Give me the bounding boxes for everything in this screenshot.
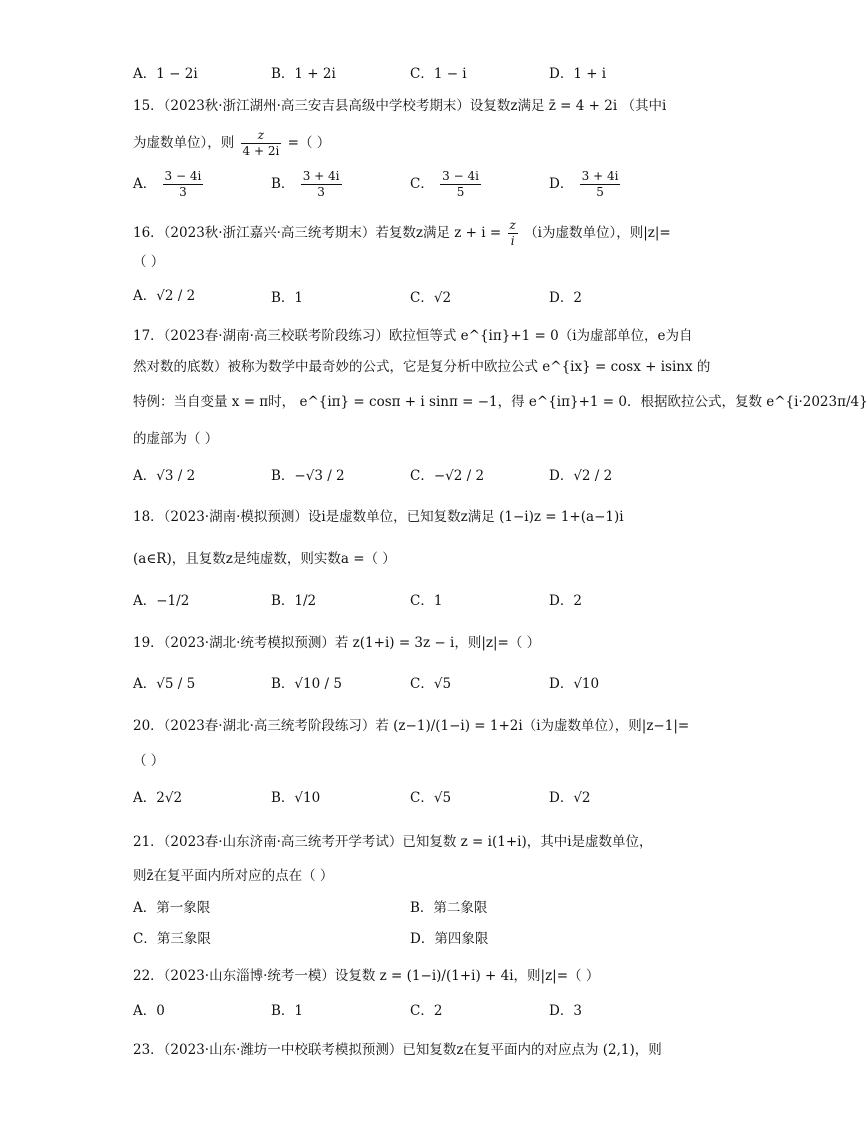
q15-frac-den: 4 + 2i <box>242 144 280 159</box>
q14-option-a: A．1 − 2i <box>133 66 198 82</box>
q22-option-d: D．3 <box>549 1003 582 1019</box>
q20-option-b-text: √10 <box>294 790 321 806</box>
q20-line-1: 20．（2023春·湖北·高三统考阶段练习）若 (z−1)/(1−i) = 1+2i（i为虚数单位），则|z−1|= <box>133 718 690 734</box>
q21-option-a: A．第一象限 <box>133 900 211 916</box>
q15-option-b-den: 3 <box>317 185 325 200</box>
q19-option-c-text: √5 <box>433 676 452 692</box>
q20-option-b-label: B． <box>271 790 295 806</box>
q20-line-2: （ ） <box>133 753 165 769</box>
q19-option-b-text: √10 / 5 <box>294 676 342 692</box>
q20-option-c-label: C． <box>410 790 434 806</box>
q19-option-a-text: √5 / 5 <box>156 676 196 692</box>
q16-option-b <box>271 292 303 306</box>
q18-line-1: 18．（2023·湖南·模拟预测）设i是虚数单位，已知复数z满足 (1−i)z = 1+(a−1)i <box>133 509 624 525</box>
q18-option-d <box>549 595 582 609</box>
q17-line-1: 17．（2023春·湖南·高三校联考阶段练习）欧拉恒等式 e^{iπ}+1 = 0（i为虚部单位，e为自 <box>133 328 693 344</box>
q19-option-d-label: D． <box>549 676 574 692</box>
q15-option-d-num: 3 + 4i <box>580 170 621 185</box>
q17-line-3: 特例：当自变量 x = π时， e^{iπ} = cosπ + i sinπ = −1，得 e^{iπ}+1 = 0．根据欧拉公式，复数 e^{i·2023π/4} <box>133 394 868 410</box>
q18-line-2: (a∈R)，且复数z是纯虚数，则实数a =（ ） <box>133 551 396 567</box>
q16-option-a-text: √2 / 2 <box>156 288 196 304</box>
q20-option-d-text: √2 <box>573 790 591 806</box>
q15-option-b <box>271 170 344 199</box>
q19-option-a <box>133 678 195 692</box>
q16-line-1-pre: 16．（2023秋·浙江嘉兴·高三统考期末）若复数z满足 z + i = <box>133 225 502 242</box>
q16-frac-den: i <box>510 234 515 249</box>
q16-option-c <box>410 292 451 306</box>
q15-option-c-label: C． <box>410 176 434 193</box>
q18-option-b-text: 1/2 <box>294 593 317 609</box>
q15-option-a-num: 3 − 4i <box>163 170 204 185</box>
q18-option-a-text: −1/2 <box>156 593 190 609</box>
q17-option-d-label: D． <box>549 468 574 484</box>
q16-option-d <box>549 292 582 306</box>
q19-option-b <box>271 678 342 692</box>
q20-option-d <box>549 792 591 806</box>
q16-line-1-post: （i为虚数单位），则|z|= <box>524 225 671 242</box>
q18-option-a <box>133 595 189 609</box>
q19-option-d-text: √10 <box>573 676 600 692</box>
q19-option-b-label: B． <box>271 676 295 692</box>
q20-option-b <box>271 792 320 806</box>
q19-option-c-label: C． <box>410 676 434 692</box>
q21-line-2: 则z̄在复平面内所对应的点在（ ） <box>133 868 334 884</box>
q19-option-c <box>410 678 451 692</box>
q20-option-d-label: D． <box>549 790 574 806</box>
q18-option-a-label: A． <box>133 593 157 609</box>
q17-option-a-text: √3 / 2 <box>156 468 196 484</box>
q17-option-d <box>549 470 612 484</box>
q21-option-b: B．第二象限 <box>410 900 488 916</box>
q20-option-a-text: 2√2 <box>156 790 183 806</box>
q18-option-b <box>271 595 316 609</box>
q15-option-d-label: D． <box>549 176 574 193</box>
q15-option-c <box>410 170 483 199</box>
q16-fraction <box>508 219 518 248</box>
q17-option-c-text: −√2 / 2 <box>433 468 485 484</box>
q16-line-1 <box>133 219 671 248</box>
q15-line-1: 15．（2023秋·浙江湖州·高三安吉县高级中学校考期末）设复数z满足 z̄ = 4 + 2i （其中i <box>133 98 667 114</box>
q22-line-1: 22．（2023·山东淄博·统考一模）设复数 z = (1−i)/(1+i) + 4i，则|z|=（ ） <box>133 968 600 984</box>
q16-option-c-text: √2 <box>433 290 452 306</box>
q18-option-c-text: 1 <box>433 593 443 609</box>
q14-option-d: D．1 + i <box>549 66 607 82</box>
q15-option-d <box>549 170 622 199</box>
q16-frac-num: z <box>508 219 518 234</box>
q16-option-b-text: 1 <box>294 290 304 306</box>
q20-option-c <box>410 792 451 806</box>
q18-option-c-label: C． <box>410 593 434 609</box>
q17-option-b <box>271 470 345 484</box>
q22-option-b: B．1 <box>271 1003 304 1019</box>
q15-frac-num: z <box>241 129 282 144</box>
q15-option-a <box>133 170 205 199</box>
q20-option-c-text: √5 <box>433 790 452 806</box>
q23-line-1: 23．（2023·山东·潍坊一中校联考模拟预测）已知复数z在复平面内的对应点为 (2,1)，则 <box>133 1042 662 1058</box>
q18-option-d-label: D． <box>549 593 574 609</box>
q22-option-c: C．2 <box>410 1003 443 1019</box>
q17-option-c <box>410 470 484 484</box>
q16-option-a <box>133 290 195 304</box>
q20-option-a-label: A． <box>133 790 157 806</box>
q19-option-d <box>549 678 599 692</box>
q15-option-d-den: 5 <box>596 185 604 200</box>
q15-option-b-label: B． <box>271 176 295 193</box>
q18-option-d-text: 2 <box>573 593 582 609</box>
q17-option-a-label: A． <box>133 468 157 484</box>
q15-option-c-den: 5 <box>456 185 465 200</box>
q15-fraction <box>241 129 282 158</box>
q16-option-c-label: C． <box>410 290 434 306</box>
q21-option-d: D．第四象限 <box>410 931 489 947</box>
q18-option-c <box>410 595 442 609</box>
q14-option-c: C．1 − i <box>410 66 467 82</box>
q14-option-b: B．1 + 2i <box>271 66 336 82</box>
q15-option-b-num: 3 + 4i <box>301 170 342 185</box>
q15-line-2-pre: 为虚数单位），则 <box>133 135 235 152</box>
q17-option-b-label: B． <box>271 468 295 484</box>
q15-option-a-den: 3 <box>179 185 187 200</box>
q16-option-d-label: D． <box>549 290 574 306</box>
q21-option-c: C．第三象限 <box>133 931 211 947</box>
q17-option-c-label: C． <box>410 468 434 484</box>
q19-line-1: 19．（2023·湖北·统考模拟预测）若 z(1+i) = 3z − i，则|z|=（ ） <box>133 635 541 651</box>
q17-option-b-text: −√3 / 2 <box>294 468 345 484</box>
q21-line-1: 21．（2023春·山东济南·高三统考开学考试）已知复数 z = i(1+i)，其中i是虚数单位， <box>133 834 653 850</box>
q17-line-4: 的虚部为（ ） <box>133 431 219 447</box>
q16-option-b-label: B． <box>271 290 295 306</box>
q22-option-a: A．0 <box>133 1003 165 1019</box>
q15-line-2 <box>133 129 330 158</box>
q19-option-a-label: A． <box>133 676 157 692</box>
q16-option-a-label: A． <box>133 288 157 304</box>
q15-line-2-post: =（ ） <box>287 135 331 152</box>
q16-line-2: （ ） <box>133 254 165 270</box>
q18-option-b-label: B． <box>271 593 295 609</box>
q15-option-c-num: 3 − 4i <box>440 170 481 185</box>
q16-option-d-text: 2 <box>573 290 582 306</box>
q15-option-a-label: A． <box>133 176 157 193</box>
q17-line-2: 然对数的底数）被称为数学中最奇妙的公式，它是复分析中欧拉公式 e^{ix} = cosx + isinx 的 <box>133 359 711 375</box>
q17-option-d-text: √2 / 2 <box>573 468 613 484</box>
q20-option-a <box>133 792 182 806</box>
q17-option-a <box>133 470 195 484</box>
